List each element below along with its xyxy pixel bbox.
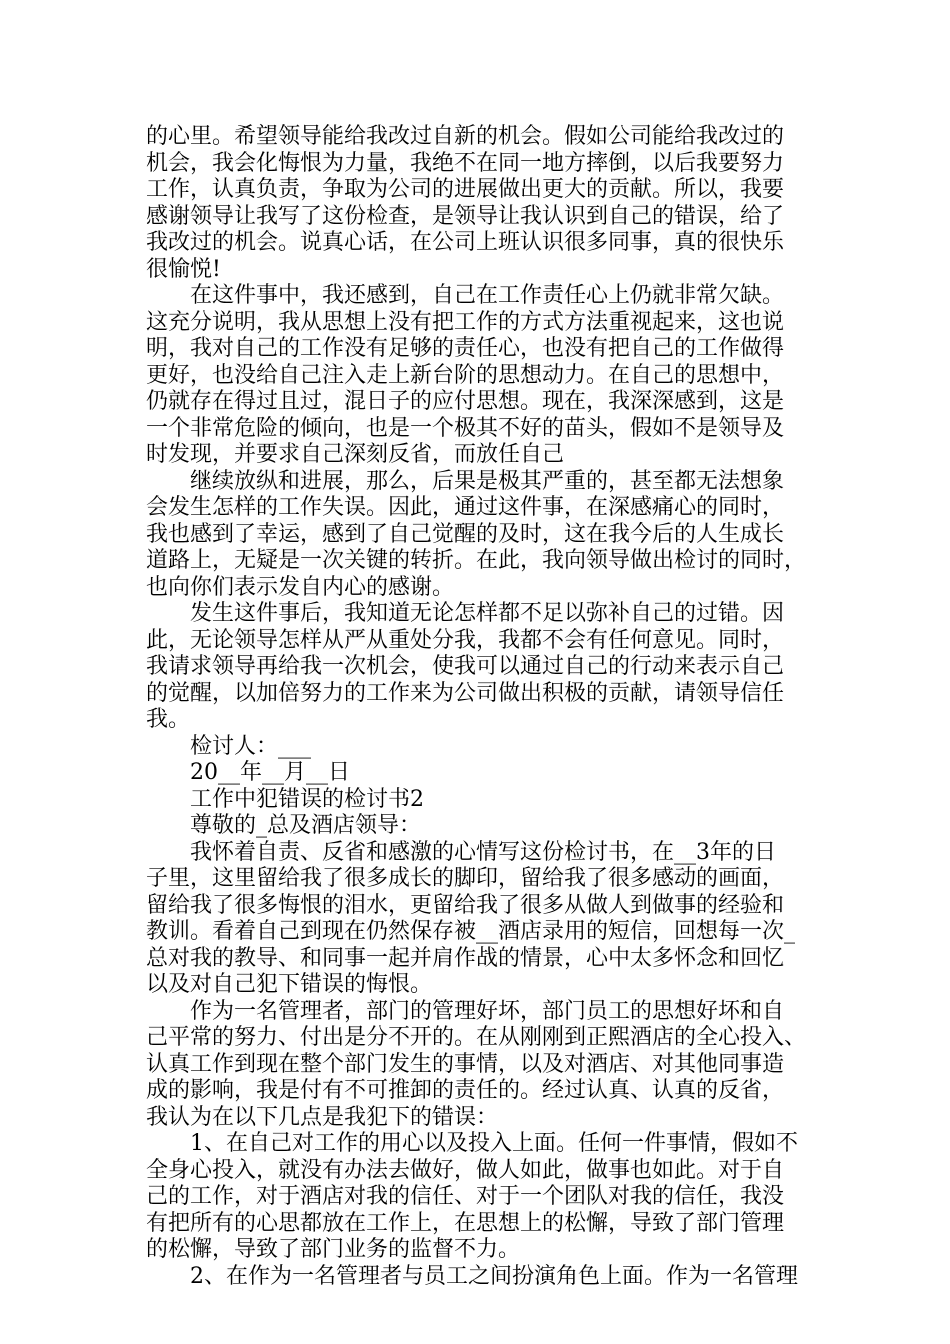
text-line: 仍就存在得过且过，混日子的应付思想。现在，我深深感到，这是 [146, 389, 785, 414]
paragraph-first-line: 20__年__月__日 [190, 760, 350, 785]
paragraph-first-line: 发生这件事后，我知道无论怎样都不足以弥补自己的过错。因 [190, 601, 785, 626]
text-line: 的心里。希望领导能给我改过自新的机会。假如公司能给我改过的 [146, 124, 785, 149]
text-line: 很愉悦! [146, 256, 221, 282]
text-line: 更好，也没给自己注入走上新台阶的思想动力。在自己的思想中， [146, 362, 785, 388]
text-line: 道路上，无疑是一次关键的转折。在此，我向领导做出检讨的同时， [146, 548, 807, 573]
text-line: 此，无论领导怎样从严从重处分我，我都不会有任何意见。同时， [146, 627, 785, 653]
paragraph-first-line: 工作中犯错误的检讨书2 [190, 786, 424, 812]
text-line: 我请求领导再给我一次机会，使我可以通过自己的行动来表示自己 [146, 654, 785, 679]
text-line: 机会，我会化悔恨为力量，我绝不在同一地方摔倒，以后我要努力 [146, 150, 785, 176]
text-line: 教训。看着自己到现在仍然保存被__酒店录用的短信，回想每一次_ [146, 919, 796, 944]
paragraph-first-line: 我怀着自责、反省和感激的心情写这份检讨书，在__3年的日 [190, 839, 776, 865]
text-line: 成的影响，我是付有不可推卸的责任的。经过认真、认真的反省， [146, 1078, 785, 1103]
paragraph-first-line: 检讨人：___ [190, 733, 312, 759]
paragraph-first-line: 尊敬的_总及酒店领导： [190, 813, 422, 838]
text-line: 留给我了很多悔恨的泪水，更留给我了很多从做人到做事的经验和 [146, 892, 785, 918]
text-line: 感谢领导让我写了这份检查，是领导让我认识到自己的错误，给了 [146, 203, 785, 229]
document-body [146, 124, 816, 1290]
text-line: 全身心投入，就没有办法去做好，做人如此，做事也如此。对于自 [146, 1157, 785, 1183]
paragraph-first-line: 在这件事中，我还感到，自己在工作责任心上仍就非常欠缺。 [190, 283, 785, 308]
text-line: 己平常的努力、付出是分不开的。在从刚刚到正熙酒店的全心投入、 [146, 1025, 807, 1050]
text-line: 以及对自己犯下错误的悔恨。 [146, 972, 433, 997]
text-line: 这充分说明，我从思想上没有把工作的方式方法重视起来，这也说 [146, 309, 785, 335]
paragraph-first-line: 继续放纵和进展，那么，后果是极其严重的，甚至都无法想象 [190, 468, 785, 494]
text-line: 总对我的教导、和同事一起并肩作战的情景，心中太多怀念和回忆 [146, 945, 785, 971]
text-line: 我。 [146, 707, 191, 732]
text-line: 我改过的机会。说真心话，在公司上班认识很多同事，真的很快乐 [146, 230, 785, 255]
text-line: 的松懈，导致了部门业务的监督不力。 [146, 1237, 521, 1262]
text-line: 的觉醒，以加倍努力的工作来为公司做出积极的贡献，请领导信任 [146, 680, 785, 706]
text-line: 会发生怎样的工作失误。因此，通过这件事，在深感痛心的同时， [146, 495, 785, 520]
text-line: 工作，认真负责，争取为公司的进展做出更大的贡献。所以，我要 [146, 177, 785, 202]
text-line: 己的工作，对于酒店对我的信任、对于一个团队对我的信任，我没 [146, 1184, 785, 1209]
text-line: 子里，这里留给我了很多成长的脚印，留给我了很多感动的画面， [146, 866, 785, 891]
text-line: 有把所有的心思都放在工作上，在思想上的松懈，导致了部门管理 [146, 1210, 785, 1236]
text-line: 认真工作到现在整个部门发生的事情，以及对酒店、对其他同事造 [146, 1051, 785, 1077]
paragraph-first-line: 2、在作为一名管理者与员工之间扮演角色上面。作为一名管理 [190, 1263, 798, 1289]
text-line: 我认为在以下几点是我犯下的错误： [146, 1104, 499, 1130]
paragraph-first-line: 作为一名管理者，部门的管理好坏，部门员工的思想好坏和自 [190, 998, 785, 1024]
text-line: 一个非常危险的倾向，也是一个极其不好的苗头，假如不是领导及 [146, 415, 785, 441]
text-line: 也向你们表示发自内心的感谢。 [146, 574, 455, 600]
paragraph-first-line: 1、在自己对工作的用心以及投入上面。任何一件事情，假如不 [190, 1131, 798, 1156]
text-line: 我也感到了幸运，感到了自己觉醒的及时，这在我今后的人生成长 [146, 521, 785, 547]
text-line: 时发现，并要求自己深刻反省，而放任自己 [146, 442, 565, 467]
text-line: 明，我对自己的工作没有足够的责任心，也没有把自己的工作做得 [146, 336, 785, 361]
